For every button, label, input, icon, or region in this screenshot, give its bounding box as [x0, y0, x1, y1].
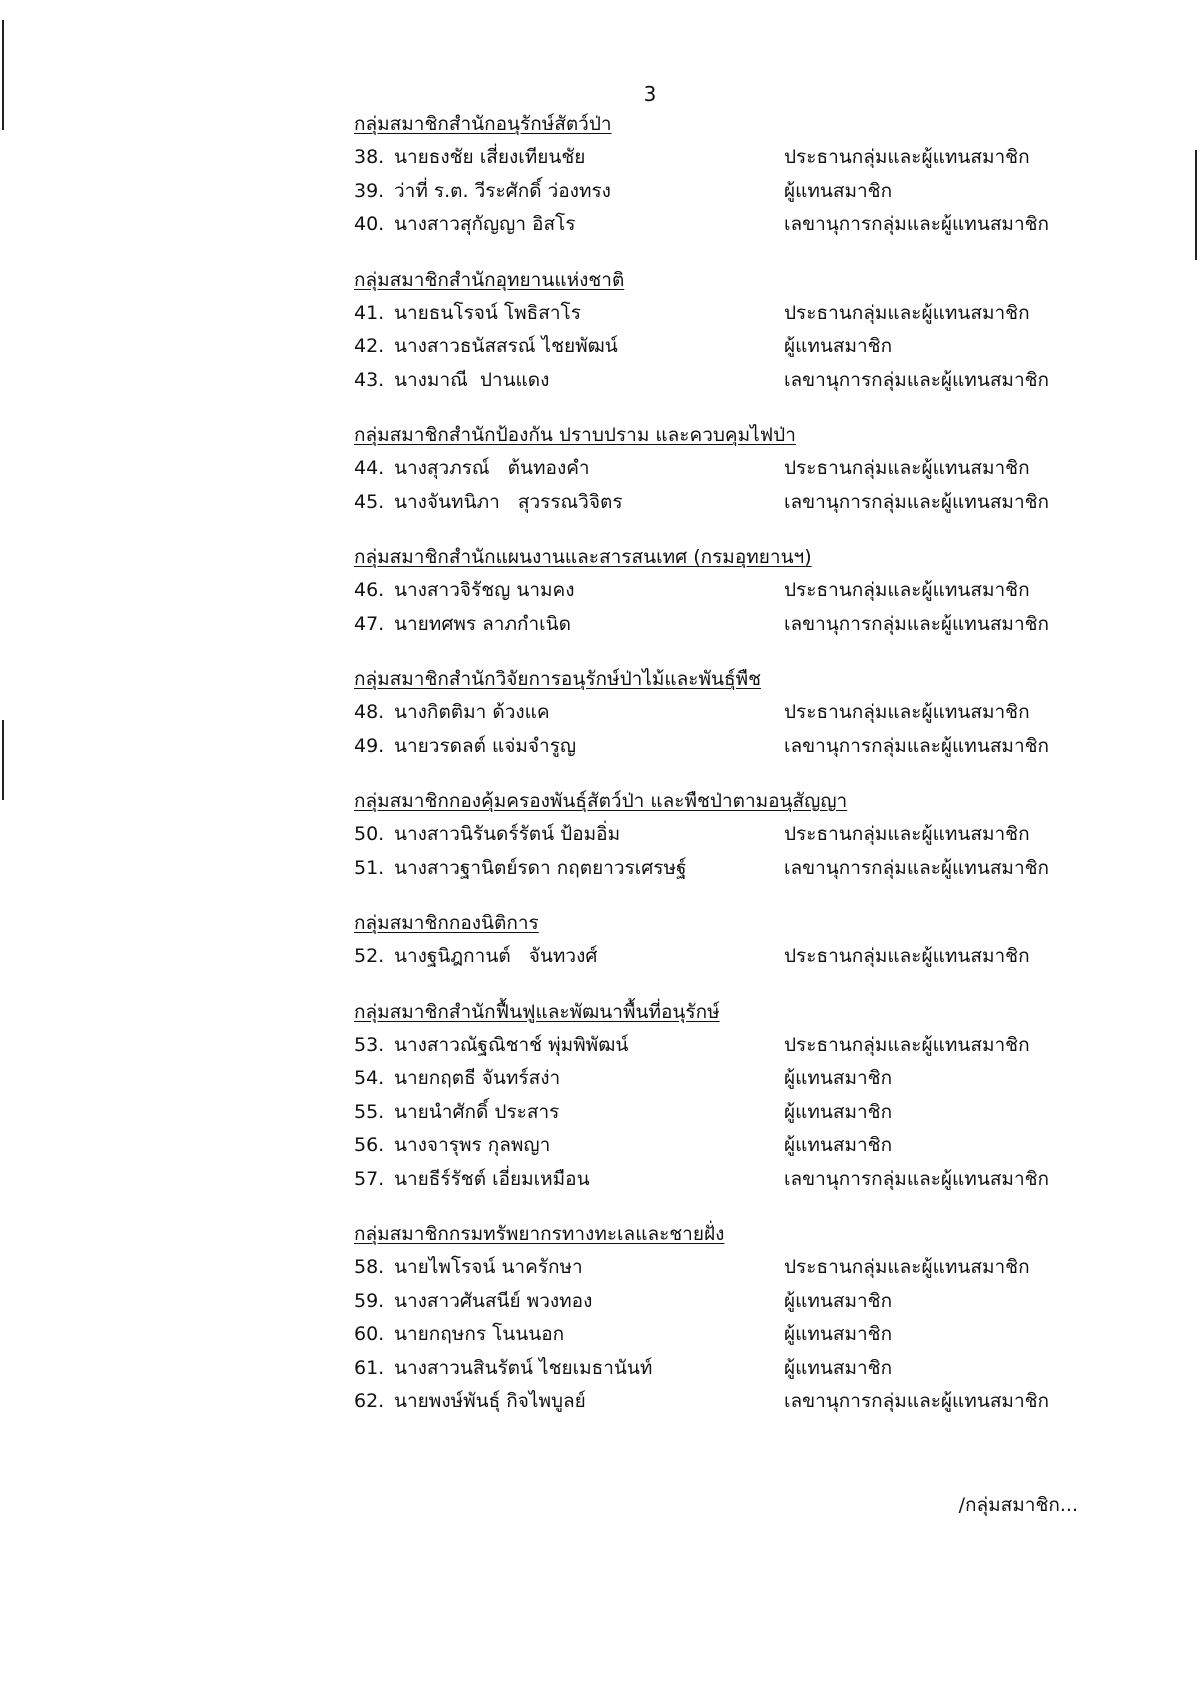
- member-role: ผู้แทนสมาชิก: [784, 1323, 893, 1345]
- member-number: 42.: [354, 335, 385, 357]
- member-role: เลขานุการกลุ่มและผู้แทนสมาชิก: [784, 368, 1050, 391]
- member-number: 59.: [354, 1289, 385, 1312]
- member-name: นางกิตติมา ด้วงแค: [394, 701, 550, 723]
- member-number: 46.: [354, 579, 385, 601]
- member-row: [354, 452, 1114, 486]
- member-number: 41.: [354, 301, 385, 324]
- member-row: [354, 1285, 1114, 1319]
- member-name: นายพงษ์พันธุ์ กิจไพบูลย์: [394, 1390, 586, 1412]
- member-number: 62.: [354, 1390, 385, 1412]
- member-name: นายธีร์รัชต์ เอี่ยมเหมือน: [394, 1167, 590, 1190]
- member-number: 38.: [354, 146, 385, 168]
- member-row: [354, 1096, 1114, 1130]
- member-name: นางสาวณัฐณิชาช์ พุ่มพิพัฒน์: [394, 1033, 629, 1056]
- member-number: 40.: [354, 213, 385, 235]
- member-name: ว่าที่ ร.ต. วีระศักดิ์ ว่องทรง: [394, 179, 611, 202]
- member-group: [354, 419, 1114, 519]
- group-title: กลุ่มสมาชิกกรมทรัพยากรทางทะเลและชายฝั่ง: [354, 1223, 725, 1245]
- member-number: 54.: [354, 1067, 385, 1089]
- group-title: กลุ่มสมาชิกสำนักวิจัยการอนุรักษ์ป่าไม้และพันธุ์พืช: [354, 668, 761, 690]
- member-role: ประธานกลุ่มและผู้แทนสมาชิก: [784, 701, 1030, 723]
- member-name: นายกฤตธี จันทร์สง่า: [394, 1067, 561, 1089]
- member-row: [354, 208, 1114, 242]
- member-row: [354, 852, 1114, 886]
- member-row: [354, 1129, 1114, 1163]
- member-role: ผู้แทนสมาชิก: [784, 335, 893, 357]
- member-group: [354, 264, 1114, 398]
- page-number: 3: [643, 82, 657, 106]
- member-row: [354, 1318, 1114, 1352]
- group-title: กลุ่มสมาชิกกองคุ้มครองพันธุ์สัตว์ป่า และพืชป่าตามอนุสัญญา: [354, 790, 848, 812]
- member-group: [354, 996, 1114, 1197]
- member-role: ผู้แทนสมาชิก: [784, 1289, 893, 1312]
- member-group: [354, 663, 1114, 763]
- group-title: กลุ่มสมาชิกกองนิติการ: [354, 912, 539, 934]
- member-group: [354, 1218, 1114, 1419]
- member-number: 49.: [354, 734, 385, 757]
- member-name: นายวรดลต์ แจ่มจำรูญ: [394, 734, 577, 757]
- member-number: 47.: [354, 612, 385, 635]
- member-role: เลขานุการกลุ่มและผู้แทนสมาชิก: [784, 490, 1050, 513]
- member-name: นางจันทนิภา สุวรรณวิจิตร: [394, 490, 623, 513]
- member-name: นางสาวนสินรัตน์ ไชยเมธานันท์: [394, 1356, 653, 1379]
- member-role: ผู้แทนสมาชิก: [784, 179, 893, 202]
- member-row: [354, 364, 1114, 398]
- member-group: [354, 785, 1114, 885]
- group-title: กลุ่มสมาชิกสำนักอนุรักษ์สัตว์ป่า: [354, 113, 612, 135]
- scan-edge-line-right: [1195, 150, 1197, 260]
- member-number: 45.: [354, 490, 385, 513]
- member-number: 44.: [354, 457, 385, 479]
- member-role: ประธานกลุ่มและผู้แทนสมาชิก: [784, 1033, 1030, 1056]
- member-row: [354, 940, 1114, 974]
- member-row: [354, 1163, 1114, 1197]
- member-role: เลขานุการกลุ่มและผู้แทนสมาชิก: [784, 856, 1050, 879]
- member-number: 39.: [354, 179, 385, 202]
- member-name: นางฐนิฎกานต์ จันทวงศ์: [394, 945, 598, 967]
- member-group: [354, 541, 1114, 641]
- member-role: เลขานุการกลุ่มและผู้แทนสมาชิก: [784, 1390, 1050, 1412]
- group-title: กลุ่มสมาชิกสำนักอุทยานแห่งชาติ: [354, 268, 625, 291]
- member-row: [354, 696, 1114, 730]
- member-name: นางมาณี ปานแดง: [394, 368, 550, 391]
- member-role: ผู้แทนสมาชิก: [784, 1100, 893, 1123]
- member-row: [354, 608, 1114, 642]
- member-number: 56.: [354, 1134, 385, 1156]
- member-role: ผู้แทนสมาชิก: [784, 1356, 893, 1379]
- member-role: ประธานกลุ่มและผู้แทนสมาชิก: [784, 301, 1030, 324]
- member-row: [354, 297, 1114, 331]
- member-name: นางจารุพร กุลพญา: [394, 1134, 551, 1156]
- member-row: [354, 486, 1114, 520]
- member-name: นางสุวภรณ์ ต้นทองคำ: [394, 457, 590, 479]
- member-row: [354, 175, 1114, 209]
- member-number: 58.: [354, 1256, 385, 1278]
- member-name: นางสาวธนัสสรณ์ ไชยพัฒน์: [394, 335, 618, 357]
- member-name: นายธนโรจน์ โพธิสาโร: [394, 301, 581, 324]
- member-name: นางสาวจิรัชญ นามคง: [394, 579, 575, 601]
- member-role: ประธานกลุ่มและผู้แทนสมาชิก: [784, 1256, 1030, 1278]
- member-row: [354, 330, 1114, 364]
- member-number: 52.: [354, 945, 385, 967]
- member-group: [354, 907, 1114, 974]
- member-row: [354, 1385, 1114, 1419]
- scan-edge-line-left: [2, 20, 4, 130]
- member-name: นางสาวศันสนีย์ พวงทอง: [394, 1289, 593, 1312]
- member-row: [354, 1062, 1114, 1096]
- member-role: ประธานกลุ่มและผู้แทนสมาชิก: [784, 457, 1030, 479]
- member-role: เลขานุการกลุ่มและผู้แทนสมาชิก: [784, 612, 1050, 635]
- member-role: ประธานกลุ่มและผู้แทนสมาชิก: [784, 146, 1030, 168]
- member-role: ผู้แทนสมาชิก: [784, 1067, 893, 1089]
- member-row: [354, 574, 1114, 608]
- member-row: [354, 141, 1114, 175]
- member-list: [354, 108, 1114, 1441]
- member-row: [354, 730, 1114, 764]
- member-row: [354, 1352, 1114, 1386]
- member-number: 55.: [354, 1100, 385, 1123]
- member-number: 48.: [354, 701, 385, 723]
- member-name: นายไพโรจน์ นาครักษา: [394, 1256, 583, 1278]
- member-name: นายทศพร ลาภกำเนิด: [394, 612, 571, 635]
- member-name: นางสาวฐานิตย์รดา กฤตยาวรเศรษฐ์: [394, 856, 687, 879]
- member-role: เลขานุการกลุ่มและผู้แทนสมาชิก: [784, 734, 1050, 757]
- member-number: 51.: [354, 856, 385, 879]
- member-group: [354, 108, 1114, 242]
- member-role: ประธานกลุ่มและผู้แทนสมาชิก: [784, 945, 1030, 967]
- member-name: นางสาวนิรันดร์รัตน์ ป้อมอิ่ม: [394, 823, 621, 845]
- member-number: 61.: [354, 1356, 385, 1379]
- member-role: ผู้แทนสมาชิก: [784, 1134, 893, 1156]
- member-number: 60.: [354, 1323, 385, 1345]
- member-name: นางสาวสุกัญญา อิสโร: [394, 213, 576, 235]
- continuation-note: /กลุ่มสมาชิก...: [958, 1494, 1078, 1516]
- member-row: [354, 1251, 1114, 1285]
- member-name: นายนำศักดิ์ ประสาร: [394, 1100, 560, 1123]
- member-number: 43.: [354, 368, 385, 391]
- member-name: นายกฤษกร โนนนอก: [394, 1323, 565, 1345]
- member-number: 53.: [354, 1033, 385, 1056]
- group-title: กลุ่มสมาชิกสำนักฟื้นฟูและพัฒนาพื้นที่อนุรักษ์: [354, 1000, 720, 1023]
- member-row: [354, 818, 1114, 852]
- member-number: 50.: [354, 823, 385, 845]
- group-title: กลุ่มสมาชิกสำนักป้องกัน ปราบปราม และควบคุมไฟป่า: [354, 424, 796, 446]
- group-title: กลุ่มสมาชิกสำนักแผนงานและสารสนเทศ (กรมอุทยานฯ): [354, 546, 812, 568]
- member-row: [354, 1029, 1114, 1063]
- member-role: ประธานกลุ่มและผู้แทนสมาชิก: [784, 823, 1030, 845]
- member-role: ประธานกลุ่มและผู้แทนสมาชิก: [784, 579, 1030, 601]
- member-number: 57.: [354, 1167, 385, 1190]
- member-role: เลขานุการกลุ่มและผู้แทนสมาชิก: [784, 1167, 1050, 1190]
- member-role: เลขานุการกลุ่มและผู้แทนสมาชิก: [784, 213, 1050, 235]
- member-name: นายธงชัย เสี่ยงเทียนชัย: [394, 146, 586, 168]
- scan-edge-line-left: [2, 720, 4, 800]
